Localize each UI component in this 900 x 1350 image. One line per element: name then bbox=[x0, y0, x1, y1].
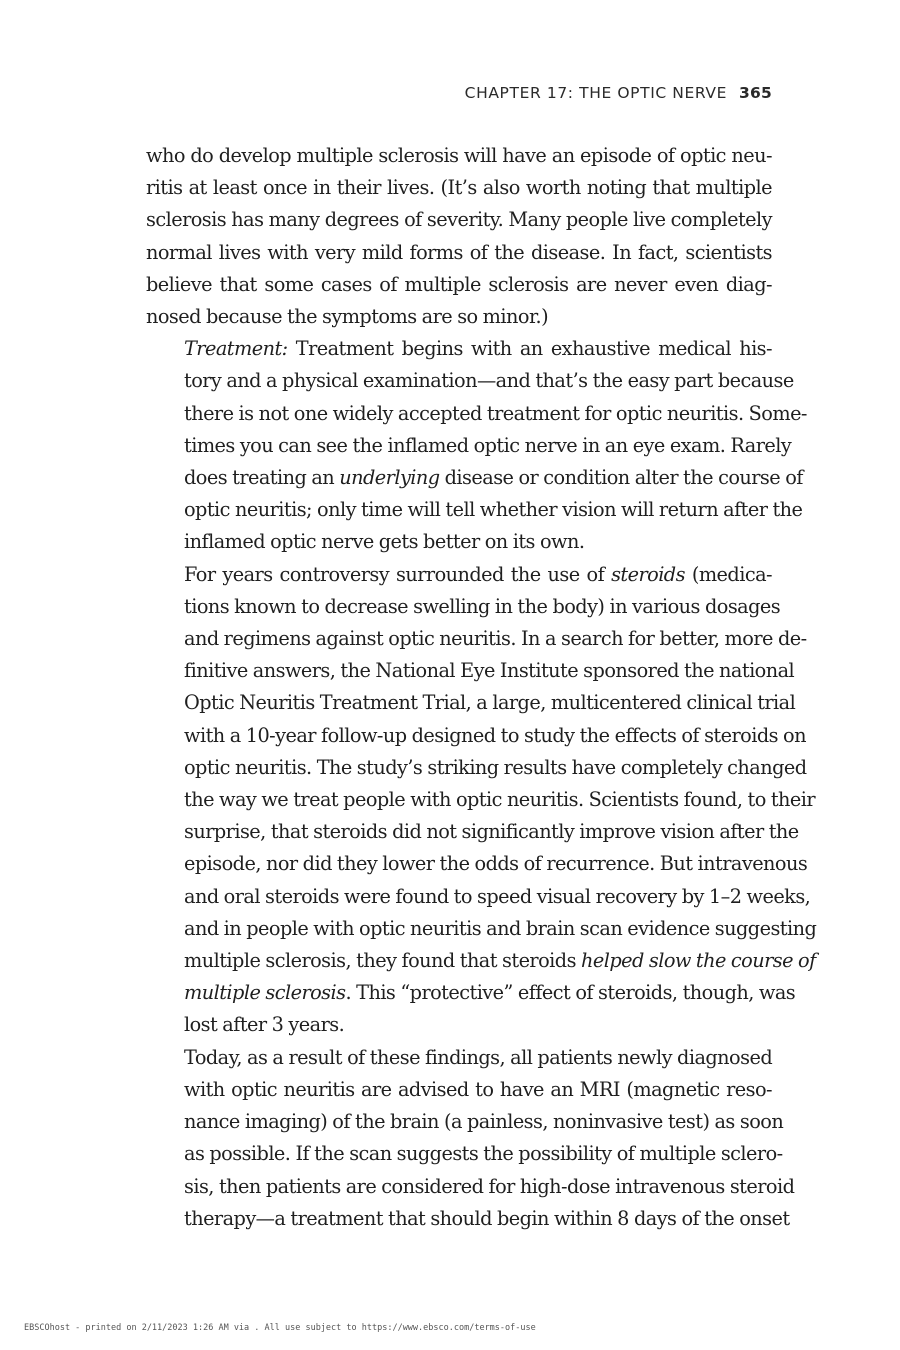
text-line: episode, nor did they lower the odds of recurrence. But intravenous bbox=[184, 852, 808, 876]
body-text bbox=[146, 140, 817, 1235]
text-line: believe that some cases of multiple sclerosis are never even diag- bbox=[146, 272, 772, 296]
paragraph-steroids bbox=[146, 559, 817, 1042]
text-line: nosed because the symptoms are so minor.) bbox=[146, 305, 549, 329]
text-line: Optic Neuritis Treatment Trial, a large, multicentered clinical trial bbox=[184, 691, 796, 715]
text-line: there is not one widely accepted treatment for optic neuritis. Some- bbox=[184, 401, 807, 425]
text-line: inflamed optic nerve gets better on its own. bbox=[184, 530, 585, 554]
emphasis: multiple sclerosis bbox=[184, 981, 346, 1005]
text-line: finitive answers, the National Eye Institute sponsored the national bbox=[184, 659, 795, 683]
running-head bbox=[465, 84, 772, 102]
text-line: therapy—a treatment that should begin within 8 days of the onset bbox=[184, 1206, 790, 1230]
text-line: lost after 3 years. bbox=[184, 1013, 345, 1037]
text-line: surprise, that steroids did not significantly improve vision after the bbox=[184, 820, 799, 844]
page-number: 365 bbox=[739, 84, 772, 102]
text-line: the way we treat people with optic neuritis. Scientists found, to their bbox=[184, 788, 816, 812]
text-line: who do develop multiple sclerosis will have an episode of optic neu- bbox=[146, 144, 772, 167]
text-line: optic neuritis. The study’s striking results have completely changed bbox=[184, 755, 807, 779]
text-line: and oral steroids were found to speed visual recovery by 1–2 weeks, bbox=[184, 884, 811, 908]
emphasis: underlying bbox=[339, 466, 440, 490]
text-line: times you can see the inflamed optic nerve in an eye exam. Rarely bbox=[184, 433, 792, 457]
paragraph-treatment bbox=[146, 333, 807, 558]
emphasis: helped slow the course of bbox=[581, 949, 816, 973]
paragraph-mri bbox=[146, 1042, 795, 1235]
text-line: nance imaging) of the brain (a painless, noninvasive test) as soon bbox=[184, 1110, 784, 1134]
paragraph-continuation bbox=[146, 140, 772, 333]
text-line: multiple sclerosis. This “protective” effect of steroids, though, was bbox=[184, 981, 796, 1005]
text-line: as possible. If the scan suggests the possibility of multiple sclero- bbox=[184, 1142, 783, 1166]
text-line: Today, as a result of these findings, all patients newly diagnosed bbox=[184, 1045, 773, 1069]
text-line: For years controversy surrounded the use of steroids (medica- bbox=[184, 562, 772, 586]
emphasis: steroids bbox=[611, 562, 685, 586]
treatment-label: Treatment: bbox=[184, 337, 288, 361]
chapter-title: CHAPTER 17: THE OPTIC NERVE bbox=[464, 84, 728, 102]
text-line: and in people with optic neuritis and brain scan evidence suggesting bbox=[184, 916, 817, 940]
text-line: multiple sclerosis, they found that steroids helped slow the course of bbox=[184, 949, 816, 973]
text-line: sis, then patients are considered for high-dose intravenous steroid bbox=[184, 1174, 795, 1198]
ebsco-footer: EBSCOhost - printed on 2/11/2023 1:26 AM via . All use subject to https://www.ebsco.com/terms-of-use bbox=[24, 1323, 536, 1333]
text-line: normal lives with very mild forms of the disease. In fact, scientists bbox=[146, 240, 772, 264]
text-line: Treatment: Treatment begins with an exhaustive medical his- bbox=[184, 337, 772, 361]
text-line: sclerosis has many degrees of severity. Many people live completely bbox=[146, 208, 772, 232]
text-line: optic neuritis; only time will tell whether vision will return after the bbox=[184, 498, 803, 522]
text-line: ritis at least once in their lives. (It’s also worth noting that multiple bbox=[146, 176, 772, 200]
text-line: tory and a physical examination—and that’s the easy part because bbox=[184, 369, 794, 393]
text-line: with optic neuritis are advised to have an MRI (magnetic reso- bbox=[184, 1077, 772, 1101]
text-line: with a 10-year follow-up designed to study the effects of steroids on bbox=[184, 723, 806, 747]
text-line: and regimens against optic neuritis. In a search for better, more de- bbox=[184, 627, 807, 651]
text-line: tions known to decrease swelling in the body) in various dosages bbox=[184, 594, 781, 618]
text-line: does treating an underlying disease or condition alter the course of bbox=[184, 466, 803, 490]
